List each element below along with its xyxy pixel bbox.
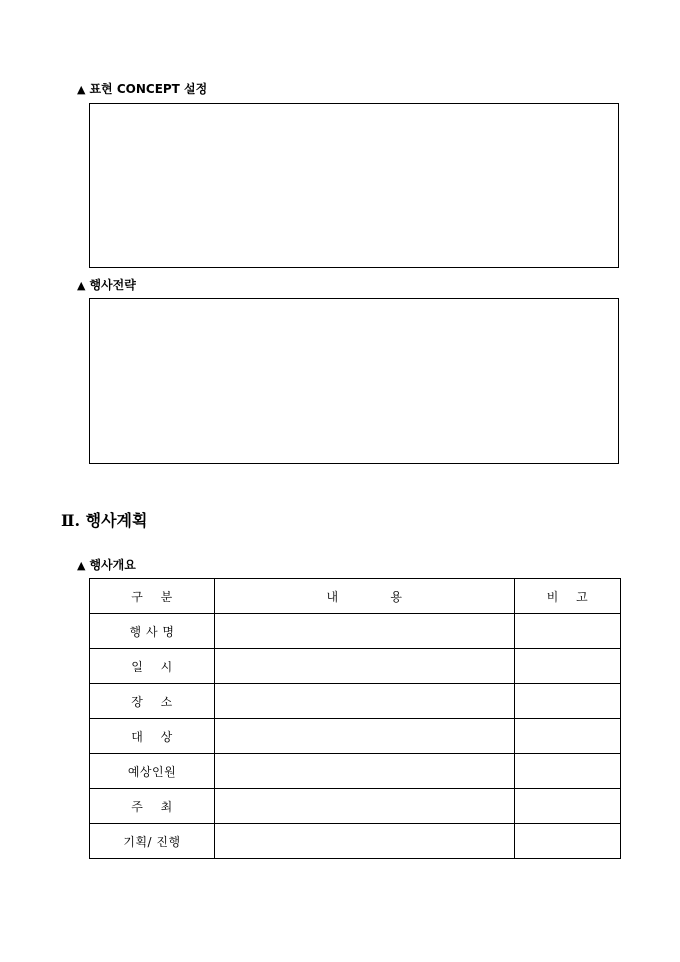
row-note-cell[interactable] (515, 754, 621, 789)
section-title-event-plan: Ⅱ. 행사계획 (61, 511, 148, 530)
row-label: 장 소 (90, 684, 215, 719)
overview-heading (77, 556, 136, 573)
concept-heading-label: 표현 CONCEPT 설정 (89, 82, 208, 96)
triangle-bullet-icon: ▲ (77, 83, 86, 96)
concept-content-box[interactable] (89, 103, 619, 268)
header-content: 내 용 (215, 579, 515, 614)
row-label: 주 최 (90, 789, 215, 824)
overview-heading-label: 행사개요 (89, 558, 136, 572)
row-note-cell[interactable] (515, 824, 621, 859)
row-content-cell[interactable] (215, 649, 515, 684)
row-note-cell[interactable] (515, 649, 621, 684)
strategy-content-box[interactable] (89, 298, 619, 464)
table-row (90, 649, 621, 684)
triangle-bullet-icon: ▲ (77, 279, 86, 292)
row-label: 대 상 (90, 719, 215, 754)
row-label: 일 시 (90, 649, 215, 684)
row-label: 행 사 명 (90, 614, 215, 649)
row-content-cell[interactable] (215, 719, 515, 754)
row-content-cell[interactable] (215, 789, 515, 824)
row-label: 예상인원 (90, 754, 215, 789)
table-header-row (90, 579, 621, 614)
row-content-cell[interactable] (215, 754, 515, 789)
row-content-cell[interactable] (215, 684, 515, 719)
table-row (90, 719, 621, 754)
table-row (90, 754, 621, 789)
event-overview-table (89, 578, 621, 859)
table-row (90, 824, 621, 859)
triangle-bullet-icon: ▲ (77, 559, 86, 572)
table-row (90, 614, 621, 649)
header-remarks: 비 고 (515, 579, 621, 614)
strategy-heading (77, 276, 136, 293)
concept-heading (77, 80, 207, 97)
table-row (90, 684, 621, 719)
row-note-cell[interactable] (515, 789, 621, 824)
row-content-cell[interactable] (215, 824, 515, 859)
strategy-heading-label: 행사전략 (89, 278, 136, 292)
row-content-cell[interactable] (215, 614, 515, 649)
header-category: 구 분 (90, 579, 215, 614)
row-note-cell[interactable] (515, 719, 621, 754)
row-label: 기획/ 진행 (90, 824, 215, 859)
row-note-cell[interactable] (515, 614, 621, 649)
table-row (90, 789, 621, 824)
row-note-cell[interactable] (515, 684, 621, 719)
